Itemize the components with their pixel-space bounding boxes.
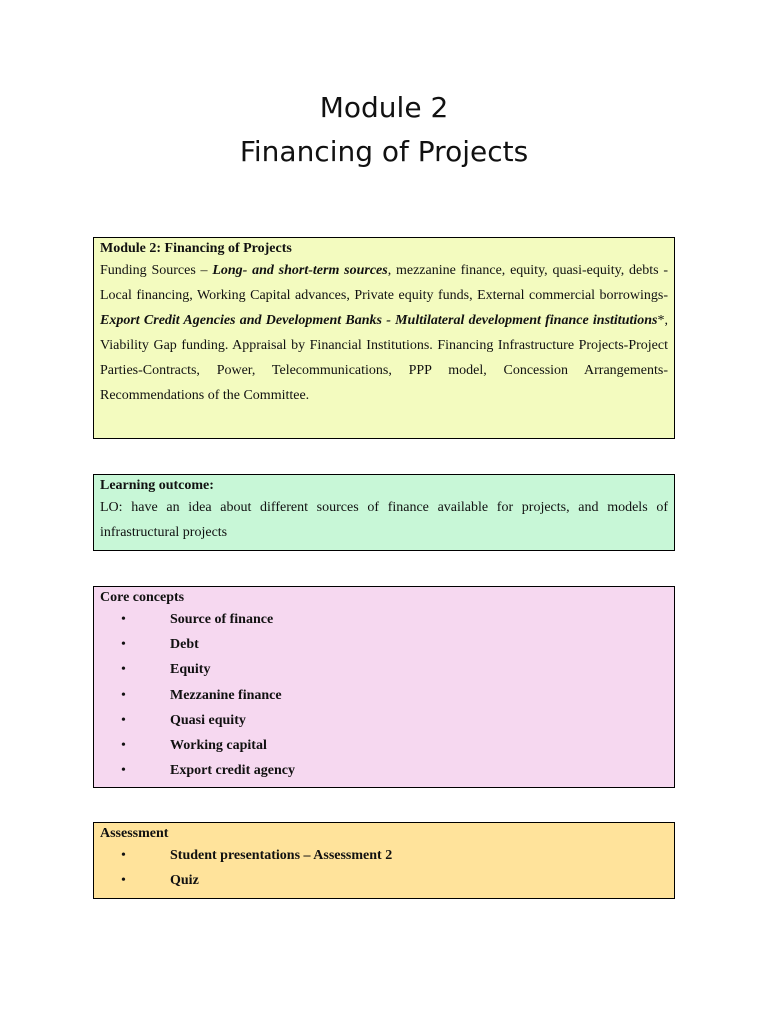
bullet-icon: • bbox=[121, 873, 126, 889]
core-concept-label: Debt bbox=[170, 637, 199, 653]
overview-text-part-1: Funding Sources – bbox=[100, 263, 213, 278]
core-concept-label: Equity bbox=[170, 662, 211, 678]
module-overview-box bbox=[93, 237, 675, 439]
assessment-heading: Assessment bbox=[100, 826, 169, 841]
bullet-icon: • bbox=[121, 763, 126, 779]
core-concepts-box bbox=[93, 586, 675, 788]
bullet-icon: • bbox=[121, 848, 126, 863]
bullet-icon: • bbox=[121, 612, 126, 627]
assessment-list bbox=[100, 843, 668, 893]
core-concept-item bbox=[100, 607, 668, 632]
assessment-box bbox=[93, 822, 675, 899]
page-title-subject: Financing of Projects bbox=[239, 135, 529, 168]
learning-outcome-heading: Learning outcome: bbox=[100, 478, 214, 493]
bullet-icon: • bbox=[121, 712, 126, 728]
core-concept-label: Source of finance bbox=[170, 612, 274, 627]
overview-text-part-3: *, Viability Gap funding. Appraisal by Financial Institutions. Financing Infrastructure Projects-Project Parties-Contracts, Power, Telecommunications, PPP model, Concession Arrangements-Recommendations of the Committee. bbox=[100, 313, 668, 403]
core-concept-item bbox=[100, 632, 668, 657]
overview-text-part-2: , mezzanine finance, equity, quasi-equity, debts - Local financing, Working Capital advances, Private equity funds, External commercial borrowings- bbox=[100, 263, 669, 303]
core-concept-label: Export credit agency bbox=[170, 763, 295, 779]
bullet-icon: • bbox=[121, 687, 126, 703]
page-title-module: Module 2 bbox=[319, 91, 449, 124]
assessment-item bbox=[100, 868, 668, 893]
core-concepts-list bbox=[100, 607, 668, 783]
core-concept-label: Working capital bbox=[170, 737, 267, 753]
bullet-icon: • bbox=[121, 637, 126, 653]
core-concept-label: Mezzanine finance bbox=[170, 687, 282, 703]
page-title bbox=[0, 86, 768, 174]
assessment-item bbox=[100, 843, 668, 868]
bullet-icon: • bbox=[121, 662, 126, 678]
bullet-icon: • bbox=[121, 737, 126, 753]
overview-emphasis-agencies: Export Credit Agencies and Development Banks - Multilateral development finance institutions bbox=[100, 313, 658, 328]
core-concept-label: Quasi equity bbox=[170, 712, 246, 728]
assessment-label: Quiz bbox=[170, 873, 199, 889]
core-concept-item bbox=[100, 708, 668, 733]
assessment-label: Student presentations – Assessment 2 bbox=[170, 848, 393, 863]
core-concepts-heading: Core concepts bbox=[100, 590, 185, 605]
core-concept-item bbox=[100, 733, 668, 758]
overview-emphasis-sources: Long- and short-term sources bbox=[212, 263, 388, 278]
module-overview-heading: Module 2: Financing of Projects bbox=[100, 241, 292, 256]
core-concept-item bbox=[100, 657, 668, 682]
learning-outcome-box bbox=[93, 474, 675, 551]
module-overview-text bbox=[100, 258, 668, 408]
core-concept-item bbox=[100, 683, 668, 708]
core-concept-item bbox=[100, 758, 668, 783]
learning-outcome-text: LO: have an idea about different sources of finance available for projects, and models of infrastructural projects bbox=[100, 500, 668, 540]
